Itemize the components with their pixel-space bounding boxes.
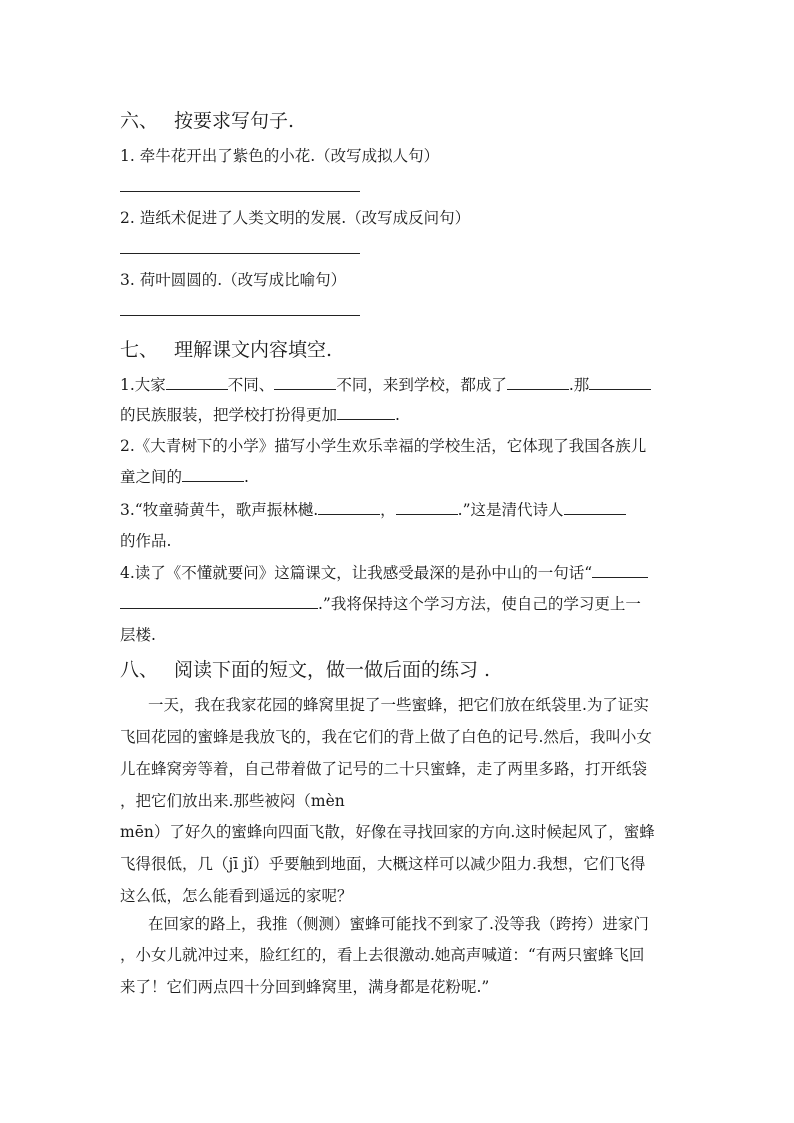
section7-q3-line2: 的作品. — [120, 532, 172, 550]
answer-line-3[interactable] — [120, 315, 360, 316]
q3-text-c: .”这是清代诗人 — [457, 501, 564, 519]
q3-text-a: 3.“牧童骑黄牛，歌声振林樾. — [120, 501, 319, 519]
section7-q4-line2 — [120, 592, 641, 614]
blank[interactable] — [396, 499, 458, 515]
section7-q2-line1: 2.《大青树下的小学》描写小学生欢乐幸福的学校生活，它体现了我国各族儿 — [120, 437, 647, 455]
section6-number: 六、 — [120, 110, 159, 132]
blank[interactable] — [318, 499, 380, 515]
blank[interactable] — [507, 374, 569, 390]
passage-line: ，把它们放出来.那些被闷（mèn — [120, 792, 345, 810]
section8-title: 阅读下面的短文，做一做后面的练习 . — [174, 659, 491, 681]
section6-heading — [120, 106, 294, 133]
q4-text-a: 4.读了《不懂就要问》这篇课文，让我感受最深的是孙中山的一句话“ — [120, 564, 593, 582]
passage-line: 这么低，怎么能看到遥远的家呢？ — [120, 887, 353, 905]
blank[interactable] — [120, 593, 318, 609]
passage-line: 儿在蜂窝旁等着，自己带着做了记号的二十只蜜蜂，走了两里多路，打开纸袋 — [120, 760, 648, 778]
section8-number: 八、 — [120, 659, 159, 681]
q2-text-b: 童之间的 — [120, 468, 183, 486]
blank[interactable] — [589, 374, 651, 390]
q3-text-b: ， — [380, 501, 396, 519]
section7-q4-line1 — [120, 561, 648, 583]
answer-line-2[interactable] — [120, 253, 360, 254]
blank[interactable] — [274, 374, 336, 390]
section7-q4-line3: 层楼. — [120, 626, 156, 644]
section8-heading — [120, 655, 490, 682]
q1-text-a: 1.大家 — [120, 376, 166, 394]
passage-line: 飞得很低，几（jī jǐ）乎要触到地面，大概这样可以减少阻力.我想，它们飞得 — [120, 855, 646, 873]
passage-line: ，小女儿就冲过来，脸红红的，看上去很激动.她高声喊道：“有两只蜜蜂飞回 — [120, 946, 645, 964]
section7-title: 理解课文内容填空. — [174, 339, 333, 361]
passage-line: 飞回花园的蜜蜂是我放飞的，我在它们的背上做了白色的记号.然后，我叫小女 — [120, 728, 652, 746]
section6-question-1: 1. 牵牛花开出了紫色的小花.（改写成拟人句） — [120, 147, 440, 165]
blank[interactable] — [182, 466, 244, 482]
section6-question-3: 3. 荷叶圆圆的.（改写成比喻句） — [120, 271, 347, 289]
q1-text-c: 不同，来到学校，都成了 — [336, 376, 507, 394]
q1-text-e: 的民族服装，把学校打扮得更加 — [120, 406, 338, 424]
section7-q1-line2 — [120, 403, 400, 425]
blank[interactable] — [564, 499, 626, 515]
passage-line: 在回家的路上，我推（侧测）蜜蜂可能找不到家了.没等我（跨挎）进家门 — [148, 915, 649, 933]
blank[interactable] — [592, 562, 648, 578]
section6-title: 按要求写句子. — [174, 110, 295, 132]
q1-text-d: .那 — [568, 376, 590, 394]
section7-q3-line1 — [120, 498, 626, 520]
passage-line: 来了！它们两点四十分回到蜂窝里，满身都是花粉呢.” — [120, 978, 490, 996]
blank[interactable] — [337, 404, 395, 420]
passage-line: 一天，我在我家花园的蜂窝里捉了一些蜜蜂，把它们放在纸袋里.为了证实 — [148, 696, 649, 714]
section7-heading — [120, 335, 332, 362]
section6-question-2: 2. 造纸术促进了人类文明的发展.（改写成反问句） — [120, 209, 471, 227]
q2-text-c: . — [244, 468, 249, 486]
section7-number: 七、 — [120, 339, 159, 361]
q1-text-b: 不同、 — [227, 376, 275, 394]
answer-line-1[interactable] — [120, 191, 360, 192]
section7-q2-line2 — [120, 465, 249, 487]
q1-text-f: . — [395, 406, 400, 424]
section7-q1-line1 — [120, 373, 651, 395]
q4-text-b: .”我将保持这个学习方法，使自己的学习更上一 — [318, 595, 641, 613]
passage-line: mēn）了好久的蜜蜂向四面飞散，好像在寻找回家的方向.这时候起风了，蜜蜂 — [120, 823, 655, 841]
blank[interactable] — [166, 374, 228, 390]
